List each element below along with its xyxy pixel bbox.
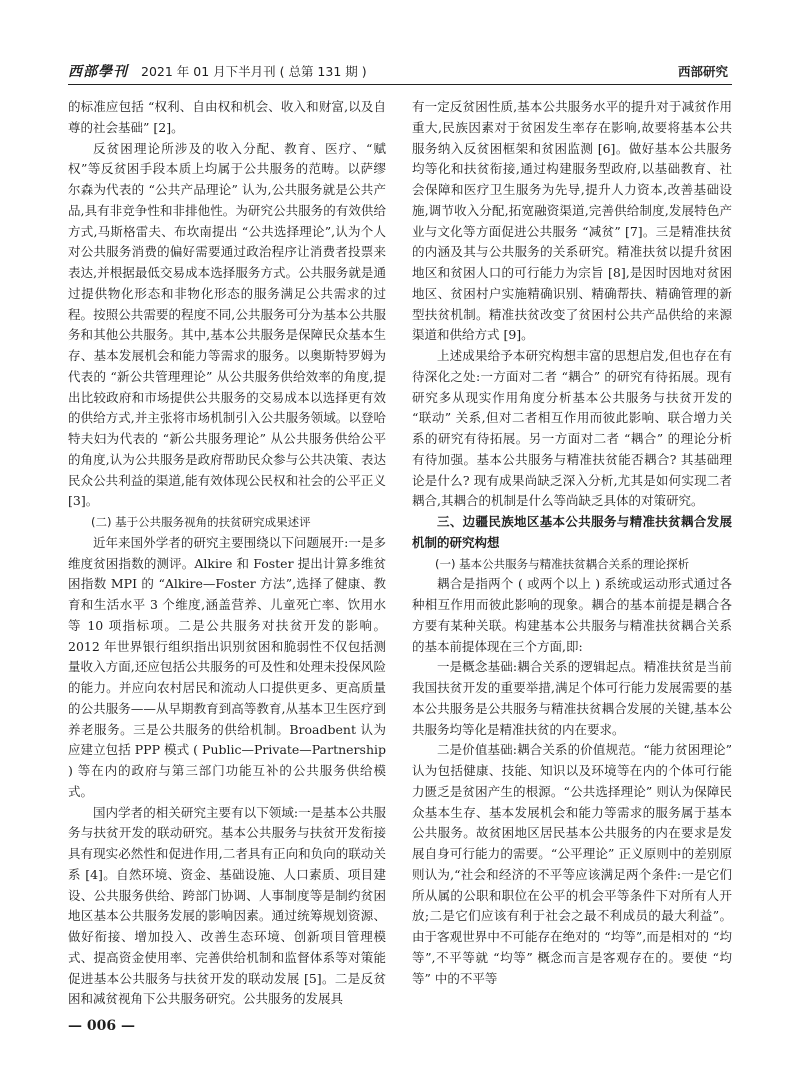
issue-info: 2021 年 01 月下半月刊 ( 总第 131 期 ) [141, 64, 367, 79]
right-column [412, 97, 732, 989]
paragraph: 的标准应包括 “权利、自由权和机会、收入和财富,以及自尊的社会基础” [2]。 [68, 99, 386, 135]
left-column [68, 97, 386, 1010]
paragraph: 耦合是指两个 ( 或两个以上 ) 系统或运动形式通过各种相互作用而彼此影响的现象。耦合的基本前提是耦合各方要有某种关联。构建基本公共服务与精准扶贫耦合关系的基本前提体现在三个方面,即: [412, 576, 732, 654]
section-tag: 西部研究 [677, 64, 728, 79]
paragraph: 一是概念基础:耦合关系的逻辑起点。精准扶贫是当前我国扶贫开发的重要举措,满足个体可行能力发展需要的基本公共服务是公共服务与精准扶贫耦合发展的关键,基本公共服务均等化是精准扶贫的内在要求。 [412, 659, 732, 737]
paragraph: 有一定反贫困性质,基本公共服务水平的提升对于减贫作用重大,民族因素对于贫困发生率存在影响,故要将基本公共服务纳入反贫困框架和贫困监测 [6]。做好基本公共服务均等化和扶贫衔接,通过构建服务型政府,以基础教育、社会保障和医疗卫生服务为先导,提升人力资本,改善基础设施,调节收入分配,拓宽融资渠道,完善供给制度,发展特色产业与文化等方面促进公共服务 “减贫” [7]。三是精准扶贫的内涵及其与公共服务的关系研究。精准扶贫以提升贫困地区和贫困人口的可行能力为宗旨 [8],是因时因地对贫困地区、贫困村户实施精确识别、精确帮扶、精确管理的新型扶贫机制。精准扶贫改变了贫困村公共产品供给的来源渠道和供给方式 [9]。 [412, 99, 732, 343]
subsection-heading: (一) 基本公共服务与精准扶贫耦合关系的理论探析 [435, 556, 690, 571]
paragraph: 反贫困理论所涉及的收入分配、教育、医疗、“赋权”等反贫困手段本质上均属于公共服务的范畴。以萨缪尔森为代表的 “公共产品理论” 认为,公共服务就是公共产品,具有非竞争性和非排他性。为研究公共服务的有效供给方式,马斯格雷夫、布坎南提出 “公共选择理论”,认为个人对公共服务消费的偏好需要通过政治程序让消费者投票来表达,并根据最低交易成本选择服务方式。公共服务就是通过提供物化形态和非物化形态的服务满足公共需求的过程。按照公共需要的程度不同,公共服务可分为基本公共服务和其他公共服务。其中,基本公共服务是保障民众基本生存、基本发展机会和能力等需求的服务。以奥斯特罗姆为代表的 “新公共管理理论” 从公共服务供给效率的角度,提出比较政府和市场提供公共服务的交易成本以选择更有效的供给方式,并主张将市场机制引入公共服务领域。以登哈特夫妇为代表的 “新公共服务理论” 从公共服务供给公平的角度,认为公共服务是政府帮助民众参与公共决策、表达民众公共利益的渠道,能有效体现公民权和社会的公平正义 [3]。 [68, 140, 386, 509]
paragraph: 国内学者的相关研究主要有以下领域:一是基本公共服务与扶贫开发的联动研究。基本公共服务与扶贫开发衔接具有现实必然性和促进作用,二者具有正向和负向的联动关系 [4]。自然环境、资金、基础设施、人口素质、项目建设、公共服务供给、跨部门协调、人事制度等是制约贫困地区基本公共服务发展的影响因素。通过统筹规划资源、做好衔接、增加投入、改善生态环境、创新项目管理模式、提高资金使用率、完善供给机制和监督体系等对策能促进基本公共服务与扶贫开发的联动发展 [5]。二是反贫困和减贫视角下公共服务研究。公共服务的发展具 [68, 804, 386, 1007]
header-divider [68, 84, 732, 85]
paragraph: 近年来国外学者的研究主要围绕以下问题展开:一是多维度贫困指数的测评。Alkire 和 Foster 提出计算多维贫困指数 MPI 的 “Alkire—Foster 方法”,选择了健康、教育和生活水平 3 个维度,涵盖营养、儿童死亡率、饮用水等 10 项指标项。二是公共服务对扶贫开发的影响。2012 年世界银行组织指出识别贫困和脆弱性不仅包括测量收入方面,还应包括公共服务的可及性和处理未投保风险的能力。并应向农村居民和流动人口提供更多、更高质量的公共服务——从早期教育到高等教育,从基本卫生医疗到养老服务。三是公共服务的供给机制。Broadbent 认为应建立包括 PPP 模式 ( Public—Private—Partnership ) 等在内的政府与第三部门功能互补的公共服务供给模式。 [68, 534, 386, 799]
running-header [68, 58, 732, 82]
journal-logo: 西部學刊 [68, 64, 128, 80]
section-heading: 三、边疆民族地区基本公共服务与精准扶贫耦合发展机制的研究构想 [412, 514, 732, 550]
page-number: — 006 — [68, 1018, 135, 1034]
paragraph: 上述成果给予本研究构想丰富的思想启发,但也存在有待深化之处:一方面对二者 “耦合” 的研究有待拓展。现有研究多从现实作用角度分析基本公共服务与扶贫开发的 “联动” 关系,但对二者相互作用而彼此影响、联合增力关系的研究有待拓展。另一方面对二者 “耦合” 的理论分析有待加强。基本公共服务与精准扶贫能否耦合? 其基础理论是什么? 现有成果尚缺乏深入分析,尤其是如何实现二者耦合,其耦合的机制是什么等尚缺乏具体的对策研究。 [412, 348, 732, 509]
subsection-heading: (二) 基于公共服务视角的扶贫研究成果述评 [91, 515, 311, 529]
paragraph: 二是价值基础:耦合关系的价值规范。“能力贫困理论” 认为包括健康、技能、知识以及环境等在内的个体可行能力匮乏是贫困产生的根源。“公共选择理论” 则认为保障民众基本生存、基本发展机会和能力等需求的服务属于基本公共服务。故贫困地区居民基本公共服务的内在要求是发展自身可行能力的需要。“公平理论” 正义原则中的差别原则认为,“社会和经济的不平等应该满足两个条件:一是它们所从属的公职和职位在公平的机会平等条件下对所有人开放;二是它们应该有利于社会之最不利成员的最大利益”。由于客观世界中不可能存在绝对的 “均等”,而是相对的 “均等”,不平等就 “均等” 概念而言是客观存在的。要使 “均等” 中的不平等 [412, 742, 732, 986]
